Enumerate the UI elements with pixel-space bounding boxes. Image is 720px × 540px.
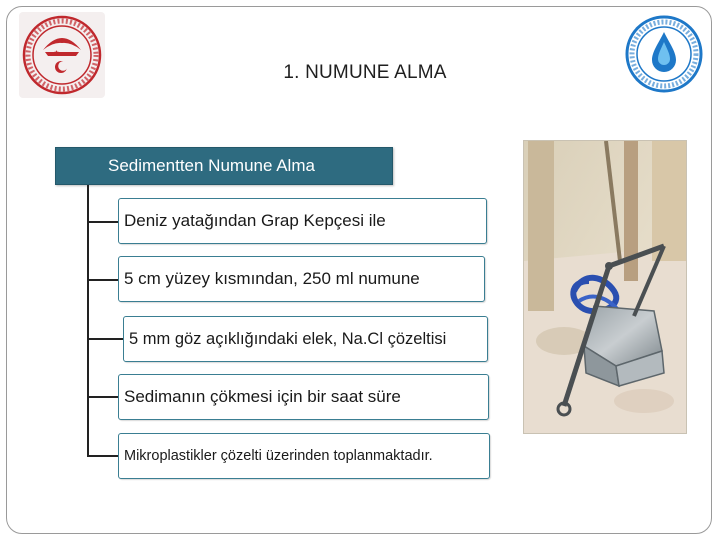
diagram-item-label: 5 cm yüzey kısmından, 250 ml numune: [124, 269, 420, 288]
tree-branch-line: [87, 455, 118, 457]
tree-branch-line: [87, 221, 118, 223]
ministry-seal-icon: [19, 12, 105, 98]
tree-branch-line: [87, 338, 123, 340]
diagram-item-box: [118, 198, 487, 244]
tree-trunk-line: [87, 185, 89, 455]
diagram-root-label: Sedimentten Numune Alma: [108, 156, 315, 175]
diagram-item-box: [118, 433, 490, 479]
water-drop-seal-icon: [624, 14, 704, 94]
diagram-item-label: Sedimanın çökmesi için bir saat süre: [124, 387, 401, 406]
diagram-item-box: [118, 374, 489, 420]
slide-title: 1. NUMUNE ALMA: [283, 62, 447, 83]
tree-branch-line: [87, 279, 118, 281]
ministry-logo: [19, 12, 105, 98]
diagram-item-label: Mikroplastikler çözelti üzerinden toplanmaktadır.: [124, 448, 433, 464]
diagram-item-label: Deniz yatağından Grap Kepçesi ile: [124, 211, 386, 230]
diagram-item-label: 5 mm göz açıklığındaki elek, Na.Cl çözeltisi: [129, 329, 447, 348]
water-directorate-logo: [624, 14, 704, 94]
grab-sampler-photo: [523, 140, 687, 434]
tree-branch-line: [87, 396, 118, 398]
diagram-item-box: [118, 256, 485, 302]
diagram-root-box: [55, 147, 393, 185]
grab-sampler-illustration: [524, 141, 687, 434]
diagram-item-box: [123, 316, 488, 362]
